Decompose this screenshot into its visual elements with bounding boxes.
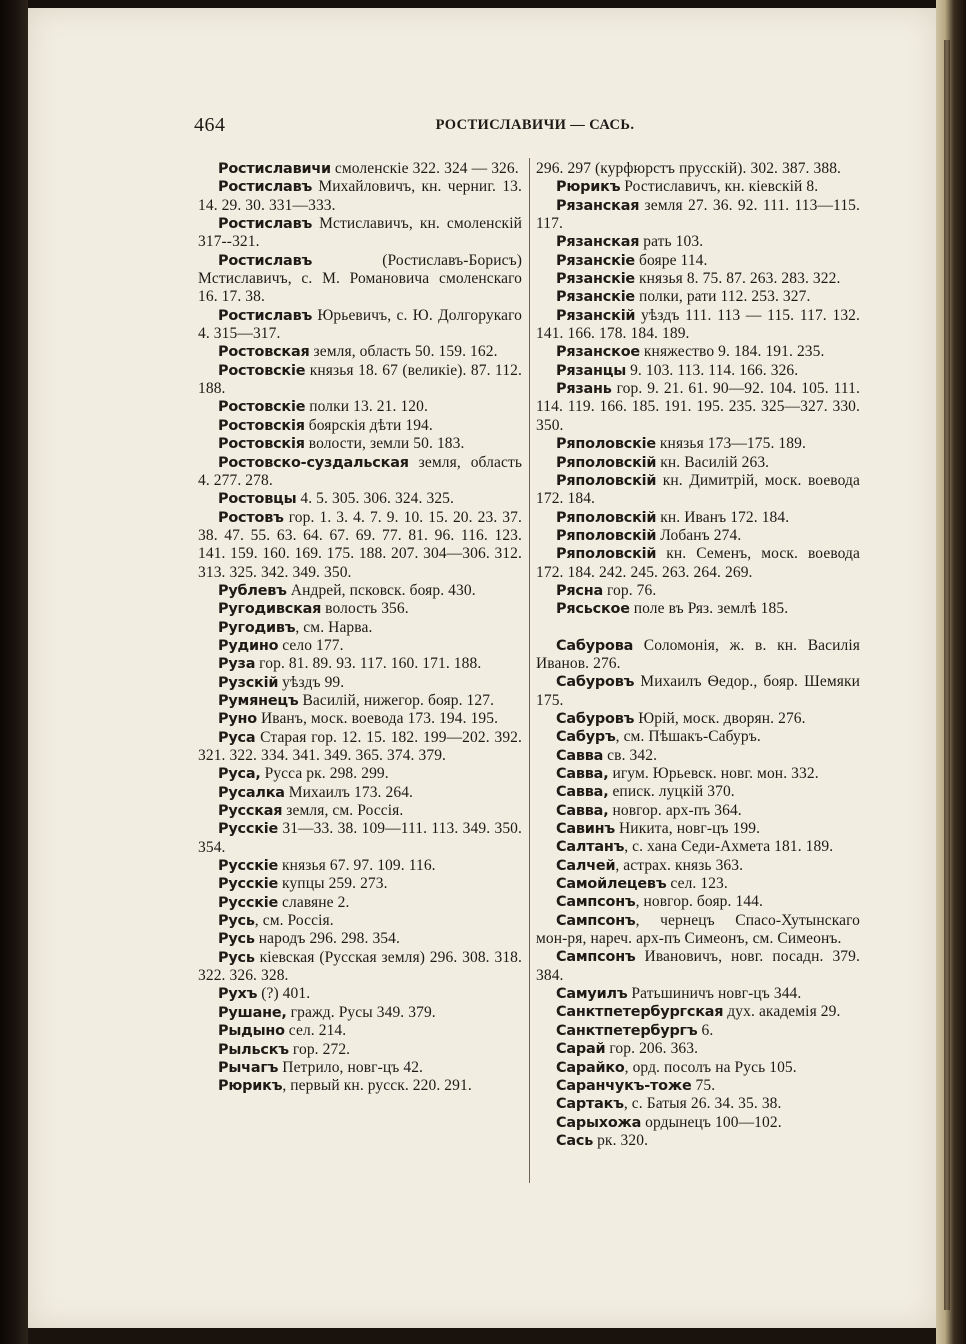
entry-headword: Ростовскіе [218, 399, 306, 416]
page-number: 464 [194, 114, 226, 136]
index-entry [198, 949, 522, 986]
entry-headword: Рязань [556, 381, 612, 398]
entry-text: земля, область 4. 277. 278. [198, 453, 522, 489]
entry-text: Петрило, новг-цъ 42. [278, 1058, 424, 1076]
index-entry [536, 1095, 860, 1113]
index-entry [536, 875, 860, 893]
index-entry [536, 600, 860, 618]
index-entry [536, 893, 860, 911]
index-entry [536, 765, 860, 783]
entry-headword: Рюрикъ [556, 179, 621, 196]
entry-headword: Рушане, [218, 1004, 287, 1021]
entry-text: (?) 401. [257, 985, 311, 1003]
index-entry [536, 1022, 860, 1040]
index-entry [198, 215, 522, 252]
index-entry [198, 674, 522, 692]
entry-text: смоленскіе 322. 324 — 326. [330, 160, 519, 177]
index-entry [198, 509, 522, 582]
index-entry [198, 1004, 522, 1022]
index-entry [198, 160, 522, 178]
entry-text: Старая гор. 12. 15. 182. 199—202. 392. 321. 322. 334. 341. 349. 365. 374. 379. [198, 728, 522, 764]
entry-headword: Руза [218, 656, 256, 673]
entry-headword: Рязанцы [556, 362, 627, 379]
entry-text: Михаилъ 173. 264. [284, 783, 414, 801]
entry-text: земля, см. Россія. [282, 802, 404, 820]
entry-headword: Сампсонъ [556, 894, 636, 911]
entry-headword: Русалка [218, 784, 285, 801]
index-entry [536, 710, 860, 728]
entry-text: гражд. Русы 349. 379. [286, 1003, 436, 1021]
index-entry [536, 637, 860, 674]
entry-text: князья 67. 97. 109. 116. [278, 857, 436, 875]
entry-text: кіевская (Русская земля) 296. 308. 318. 322. 326. 328. [198, 948, 522, 985]
index-entry [536, 728, 860, 746]
entry-headword: Самойлецевъ [556, 876, 667, 893]
entry-headword: Ряполовскій [556, 454, 657, 471]
entry-text: Василій, нижегор. бояр. 127. [298, 691, 495, 709]
entry-text: бояре 114. [635, 251, 708, 269]
index-entry [198, 582, 522, 600]
entry-headword: Руно [218, 711, 257, 728]
index-entry [536, 288, 860, 306]
entry-headword: Рязанская [556, 234, 640, 251]
entry-text: земля, область 50. 159. 162. [309, 343, 498, 361]
entry-headword: Рудино [218, 637, 279, 654]
entry-headword: Русская [218, 803, 283, 820]
entry-text: Юрьевичъ, с. Ю. Долгорукаго 4. 315—317. [198, 306, 522, 343]
entry-headword: Рухъ [218, 986, 258, 1003]
entry-text: , орд. посолъ на Русь 105. [624, 1058, 797, 1076]
index-entry [198, 729, 522, 766]
index-entry [536, 545, 860, 582]
entry-text: Соломонія, ж. в. кн. Василія Иванов. 276. [536, 636, 860, 672]
index-entry [536, 527, 860, 545]
index-entry [198, 894, 522, 912]
entry-headword: Рычагъ [218, 1059, 279, 1076]
index-entry [198, 1059, 522, 1077]
index-entry [536, 362, 860, 380]
entry-headword: Савва [556, 747, 604, 764]
index-entry [536, 673, 860, 710]
entry-headword: Савинъ [556, 821, 616, 838]
index-entry [536, 472, 860, 509]
entry-headword: Ругодивъ [218, 619, 296, 636]
index-entry [536, 454, 860, 472]
entry-text: 4. 5. 305. 306. 324. 325. [296, 490, 454, 508]
entry-text: славяне 2. [278, 893, 350, 911]
entry-text: земля 27. 36. 92. 111. 113—115. 117. [536, 196, 860, 233]
index-entry [198, 1022, 522, 1040]
entry-text: сел. 123. [666, 875, 728, 893]
entry-headword: Русскіе [218, 894, 279, 911]
index-entry [536, 1003, 860, 1021]
index-entry [536, 1040, 860, 1058]
entry-text: князья 18. 67 (великіе). 87. 112. 188. [198, 361, 522, 398]
index-entry [536, 509, 860, 527]
entry-text: ордынецъ 100—102. [641, 1113, 782, 1131]
entry-text: гор. 76. [602, 581, 657, 599]
index-column-left [198, 160, 522, 1096]
index-entry [536, 838, 860, 856]
entry-headword: Ряполовскій [556, 527, 657, 544]
entry-text: , новгор. бояр. 144. [635, 893, 763, 911]
page-bottom-shadow [28, 1328, 936, 1344]
index-entry [198, 252, 522, 307]
index-entry [198, 343, 522, 361]
index-entry [198, 857, 522, 875]
entry-headword: Ростиславъ [218, 252, 313, 269]
entry-headword: Сабуровъ [556, 710, 635, 727]
entry-headword: Ростиславъ [218, 216, 313, 233]
entry-headword: Рязанскіе [556, 271, 635, 288]
index-entry [536, 435, 860, 453]
index-entry [536, 747, 860, 765]
index-entry [536, 197, 860, 234]
running-head: РОСТИСЛАВИЧИ — САСЬ. [435, 117, 635, 133]
entry-text: еписк. луцкій 370. [608, 783, 735, 801]
entry-headword: Самуилъ [556, 986, 628, 1003]
entry-headword: Ругодивская [218, 601, 322, 618]
entry-headword: Рязанскіе [556, 252, 635, 269]
entry-text: народъ 296. 298. 354. [254, 930, 400, 948]
entry-headword: Сабуръ [556, 729, 616, 746]
index-entry [536, 178, 860, 196]
entry-headword: Русь [218, 913, 255, 930]
entry-headword: Русскіе [218, 876, 279, 893]
entry-headword: Рублевъ [218, 582, 287, 599]
entry-text: полки 13. 21. 120. [305, 398, 428, 416]
index-entry [198, 655, 522, 673]
index-entry [198, 637, 522, 655]
index-entry [198, 930, 522, 948]
entry-text: 31—33. 38. 109—111. 113. 349. 350. 354. [198, 820, 522, 856]
index-entry [536, 912, 860, 949]
index-entry [536, 343, 860, 361]
entry-text: новгор. арх-пъ 364. [608, 801, 742, 819]
entry-headword: Рязанскій [556, 307, 636, 324]
entry-text: кн. Димитрій, моск. воевода 172. 184. [536, 471, 860, 508]
index-entry [198, 912, 522, 930]
index-entry [536, 252, 860, 270]
entry-text: кн. Василій 263. [656, 453, 770, 471]
entry-headword: Сабуровъ [556, 674, 635, 691]
entry-headword: Руса [218, 729, 256, 746]
entry-headword: Сарайко [556, 1059, 625, 1076]
entry-headword: Ростовъ [218, 509, 284, 526]
entry-text: 6. [697, 1021, 714, 1039]
index-entry [198, 307, 522, 344]
entry-text: , см. Россія. [254, 912, 334, 930]
entry-text: гор. 81. 89. 93. 117. 160. 171. 188. [255, 655, 482, 673]
entry-text: волости, земли 50. 183. [304, 435, 465, 453]
entry-headword: Сарай [556, 1041, 606, 1058]
entry-headword: Сампсонъ [556, 949, 636, 966]
index-entry [536, 985, 860, 1003]
index-entry [198, 875, 522, 893]
entry-text: сел. 214. [284, 1022, 347, 1040]
entry-text: князья 8. 75. 87. 263. 283. 322. [635, 270, 841, 288]
index-entry [198, 765, 522, 783]
index-entry [198, 600, 522, 618]
entry-headword: Ростиславъ [218, 307, 313, 324]
entry-headword: Рязанское [556, 344, 640, 361]
index-entry [198, 985, 522, 1003]
entry-headword: Сампсонъ [556, 912, 636, 929]
index-entry [536, 233, 860, 251]
entry-text: св. 342. [603, 746, 658, 764]
entry-headword: Рюрикъ [218, 1078, 283, 1095]
index-entry [198, 362, 522, 399]
book-gutter [0, 0, 28, 1344]
entry-headword: Румянецъ [218, 692, 299, 709]
entry-text: 296. 297 (курфюрстъ прусскій). 302. 387. 388. [536, 160, 842, 177]
entry-headword: Савва, [556, 766, 609, 782]
entry-text: село 177. [278, 636, 344, 654]
entry-text: гор. 272. [288, 1040, 351, 1058]
index-entry [536, 582, 860, 600]
entry-text: волость 356. [321, 600, 409, 618]
index-entry [198, 1041, 522, 1059]
entry-text: гор. 206. 363. [605, 1040, 699, 1058]
entry-text: , астрах. князь 363. [615, 856, 744, 874]
index-entry [536, 783, 860, 801]
book-spine [944, 40, 950, 1310]
index-entry [198, 490, 522, 508]
page-edge [936, 0, 966, 1344]
entry-text: поле въ Ряз. землѣ 185. [629, 600, 789, 618]
entry-headword: Рыльскъ [218, 1041, 289, 1058]
entry-headword: Ростовскія [218, 417, 305, 434]
index-entry [198, 398, 522, 416]
entry-text: кн. Иванъ 172. 184. [656, 508, 790, 526]
entry-headword: Рыдыно [218, 1023, 285, 1040]
index-entry [198, 820, 522, 857]
entry-headword: Ростовско-суздальская [218, 454, 409, 471]
entry-text: , с. Батыя 26. 34. 35. 38. [623, 1095, 782, 1113]
index-entry [198, 692, 522, 710]
entry-text: уѣздъ 111. 113 — 115. 117. 132. 141. 166. 178. 184. 189. [536, 306, 860, 343]
index-entry [536, 1132, 860, 1150]
entry-headword: Салчей [556, 857, 616, 874]
entry-text: уѣздъ 99. [278, 673, 345, 691]
entry-text: игум. Юрьевск. новг. мон. 332. [608, 765, 819, 782]
entry-headword: Русскіе [218, 821, 279, 838]
entry-headword: Ростиславъ [218, 179, 313, 196]
entry-text: Мстиславичъ, кн. смоленскій 317--321. [198, 215, 522, 251]
entry-text: кн. Семенъ, моск. воевода 172. 184. 242. 245. 263. 264. 269. [536, 545, 860, 581]
index-entry [198, 417, 522, 435]
entry-headword: Русь [218, 949, 255, 966]
entry-text: , с. хана Седи-Ахмета 181. 189. [624, 838, 834, 856]
entry-headword: Рязанская [556, 197, 640, 214]
entry-headword: Савва, [556, 784, 609, 801]
index-entry [198, 435, 522, 453]
entry-headword: Ряполовскіе [556, 436, 656, 453]
entry-headword: Сась [556, 1132, 594, 1149]
entry-text: Иванъ, моск. воевода 173. 194. 195. [256, 710, 499, 728]
entry-text: Андрей, псковск. бояр. 430. [286, 581, 476, 599]
entry-text: гор. 9. 21. 61. 90—92. 104. 105. 111. 114. 119. 166. 185. 191. 195. 235. 325—327. 330. 350. [536, 380, 860, 434]
entry-headword: Руса, [218, 766, 261, 783]
entry-headword: Санктпетербургская [556, 1004, 724, 1021]
entry-headword: Савва, [556, 802, 609, 819]
entry-text: , см. Пѣшакъ-Сабуръ. [615, 728, 761, 746]
index-entry [198, 619, 522, 637]
entry-headword: Салтанъ [556, 839, 625, 856]
entry-headword: Санктпетербургъ [556, 1022, 698, 1039]
entry-text: княжество 9. 184. 191. 235. [639, 343, 825, 361]
entry-headword: Ряполовскій [556, 472, 657, 489]
index-column-right [536, 160, 860, 1150]
column-divider [529, 158, 530, 1183]
entry-text: Михаилъ Ѳедор., бояр. Шемяки 175. [536, 673, 860, 709]
entry-text: Ивановичъ, новг. посадн. 379. 384. [536, 948, 860, 984]
index-entry [198, 710, 522, 728]
entry-headword: Ряполовскій [556, 509, 657, 526]
entry-text: Юрій, моск. дворян. 276. [634, 709, 806, 727]
section-gap [536, 619, 860, 637]
entry-headword: Сабурова [556, 637, 634, 654]
index-entry [536, 307, 860, 344]
entry-headword: Рясна [556, 582, 603, 599]
entry-headword: Сарыхожа [556, 1114, 642, 1131]
index-entry [536, 948, 860, 985]
continued-entry [536, 160, 860, 178]
index-entry [198, 1077, 522, 1095]
entry-text: полки, рати 112. 253. 327. [635, 288, 811, 306]
entry-text: , первый кн. русск. 220. 291. [282, 1077, 472, 1095]
entry-headword: Рясьское [556, 601, 630, 618]
entry-headword: Ростовцы [218, 491, 297, 508]
index-entry [536, 1059, 860, 1077]
index-entry [536, 380, 860, 435]
index-entry [536, 802, 860, 820]
entry-text: (Ростиславъ-Борисъ) Мстиславичъ, с. М. Романовича смоленскаго 16. 17. 38. [198, 251, 522, 306]
entry-text: , см. Нарва. [295, 618, 373, 636]
entry-text: рать 103. [639, 233, 704, 251]
entry-text: гор. 1. 3. 4. 7. 9. 10. 15. 20. 23. 37. 38. 47. 55. 63. 64. 67. 69. 77. 81. 96. 116. 123. 141. 159. 160. 169. 175. 188. 207. 304—306. 312. 313. 325. 342. 349. 350. [198, 508, 522, 581]
entry-text: князья 173—175. 189. [655, 435, 806, 453]
entry-text: 9. 103. 113. 114. 166. 326. [626, 361, 799, 379]
entry-text: Русса рк. 298. 299. [260, 765, 389, 783]
entry-headword: Ростовскія [218, 436, 305, 453]
entry-headword: Русскіе [218, 858, 279, 875]
entry-headword: Рязанскіе [556, 289, 635, 306]
entry-headword: Ростовскіе [218, 362, 306, 379]
entry-headword: Саранчукъ-тоже [556, 1077, 692, 1094]
entry-headword: Ряполовскій [556, 546, 657, 563]
index-entry [536, 857, 860, 875]
entry-text: Никита, новг-цъ 199. [615, 820, 761, 838]
index-entry [536, 1077, 860, 1095]
entry-text: Михайловичъ, кн. черниг. 13. 14. 29. 30. 331—333. [198, 178, 522, 214]
entry-text: боярскія дѣти 194. [304, 416, 433, 434]
index-entry [536, 820, 860, 838]
entry-headword: Ростиславичи [218, 161, 331, 177]
index-entry [536, 1114, 860, 1132]
entry-text: 75. [691, 1076, 716, 1094]
index-entry [198, 802, 522, 820]
entry-headword: Рузскій [218, 674, 279, 691]
entry-text: , чернецъ Спасо-Хутынскаго мон-ря, нареч. арх-пъ Симеонъ, см. Симеонъ. [536, 911, 860, 948]
index-entry [536, 270, 860, 288]
entry-headword: Сартакъ [556, 1096, 624, 1113]
entry-headword: Ростовская [218, 344, 310, 361]
entry-text: Лобанъ 274. [656, 526, 742, 544]
entry-text: купцы 259. 273. [278, 875, 388, 893]
entry-text: дух. академія 29. [723, 1003, 841, 1021]
index-entry [198, 454, 522, 491]
entry-text: Ростиславичъ, кн. кіевскій 8. [620, 178, 819, 196]
index-entry [198, 178, 522, 215]
entry-text: рк. 320. [593, 1131, 649, 1149]
entry-headword: Русь [218, 931, 255, 948]
index-entry [198, 784, 522, 802]
entry-text: Ратьшиничъ новг-цъ 344. [627, 985, 802, 1003]
